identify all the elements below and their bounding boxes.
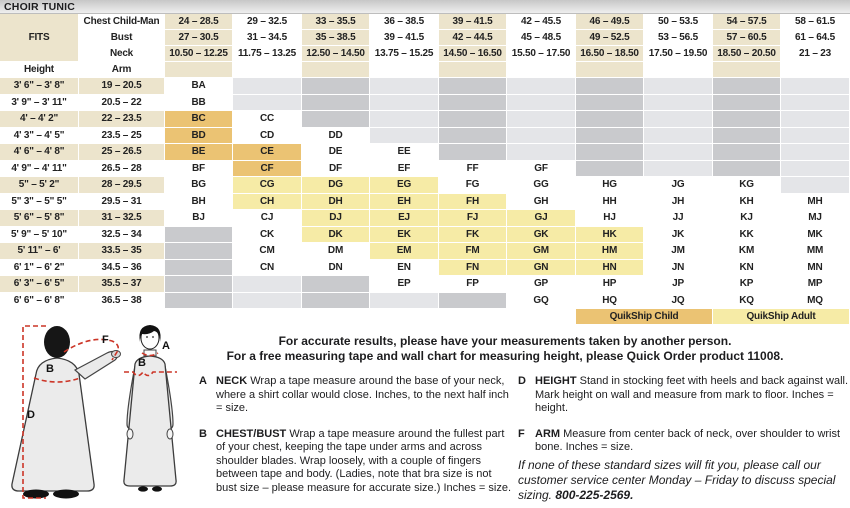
phone-number: 800-225-2569. xyxy=(555,488,634,502)
size-code-cell: MK xyxy=(781,227,850,244)
figure-label-a: A xyxy=(162,340,170,352)
instruction-letter: B xyxy=(199,427,207,440)
blank-header-cell xyxy=(302,62,370,78)
range-cell: 49 – 52.5 xyxy=(576,30,644,46)
range-cell: 57 – 60.5 xyxy=(713,30,781,46)
size-code-cell: DM xyxy=(302,243,370,260)
range-cell: 12.50 – 14.50 xyxy=(302,46,370,62)
empty-cell xyxy=(439,128,507,145)
size-code-cell: MP xyxy=(781,276,850,293)
size-code-cell: DF xyxy=(302,161,370,178)
blank-header-cell xyxy=(439,62,507,78)
range-cell: 21 – 23 xyxy=(781,46,850,62)
size-code-cell: BA xyxy=(165,78,233,95)
size-code-cell: JH xyxy=(644,194,713,211)
range-cell: 16.50 – 18.50 xyxy=(576,46,644,62)
size-code-cell: FF xyxy=(439,161,507,178)
size-code-cell: KP xyxy=(713,276,781,293)
empty-cell xyxy=(302,293,370,310)
range-cell: 42 – 45.5 xyxy=(507,14,576,30)
size-code-cell: MN xyxy=(781,260,850,277)
measure-row-label: Chest Child-Man xyxy=(79,14,165,30)
empty-cell xyxy=(644,78,713,95)
empty-cell xyxy=(781,144,850,161)
height-cell: 4' – 4' 2" xyxy=(0,111,79,128)
instructions-right xyxy=(518,375,850,467)
blank-header-cell xyxy=(576,62,644,78)
empty-cell xyxy=(439,95,507,112)
instruction-d xyxy=(518,375,850,416)
size-code-cell: JN xyxy=(644,260,713,277)
size-code-cell: BE xyxy=(165,144,233,161)
size-code-cell: GF xyxy=(507,161,576,178)
height-column-header: Height xyxy=(0,62,79,78)
range-cell: 31 – 34.5 xyxy=(233,30,302,46)
size-code-cell: MQ xyxy=(781,293,850,310)
height-cell: 5' 6" – 5' 8" xyxy=(0,210,79,227)
size-code-cell: CN xyxy=(233,260,302,277)
range-cell: 10.50 – 12.25 xyxy=(165,46,233,62)
legend-spacer xyxy=(439,309,507,325)
size-code-cell: FK xyxy=(439,227,507,244)
empty-cell xyxy=(576,95,644,112)
range-cell: 58 – 61.5 xyxy=(781,14,850,30)
range-cell: 54 – 57.5 xyxy=(713,14,781,30)
size-code-cell: GP xyxy=(507,276,576,293)
range-cell: 17.50 – 19.50 xyxy=(644,46,713,62)
size-code-cell: KM xyxy=(713,243,781,260)
instruction-text: ARM Measure from center back of neck, over shoulder to wrist bone. Inches = size. xyxy=(535,427,841,453)
empty-cell xyxy=(644,128,713,145)
size-code-cell: DE xyxy=(302,144,370,161)
size-code-cell: CC xyxy=(233,111,302,128)
empty-cell xyxy=(302,276,370,293)
size-code-cell: EG xyxy=(370,177,439,194)
size-code-cell: GH xyxy=(507,194,576,211)
range-cell: 29 – 32.5 xyxy=(233,14,302,30)
size-code-cell: JK xyxy=(644,227,713,244)
size-code-cell: JQ xyxy=(644,293,713,310)
range-cell: 46 – 49.5 xyxy=(576,14,644,30)
instruction-b xyxy=(199,428,513,496)
size-code-cell: BB xyxy=(165,95,233,112)
page-title-text: CHOIR TUNIC xyxy=(4,1,76,13)
height-cell: 3' 9" – 3' 11" xyxy=(0,95,79,112)
size-code-cell: GK xyxy=(507,227,576,244)
figure-label-f: F xyxy=(102,334,109,346)
arm-cell: 19 – 20.5 xyxy=(79,78,165,95)
height-cell: 6' 1" – 6' 2" xyxy=(0,260,79,277)
empty-cell xyxy=(713,111,781,128)
range-cell: 53 – 56.5 xyxy=(644,30,713,46)
size-code-cell: HN xyxy=(576,260,644,277)
range-cell: 39 – 41.5 xyxy=(439,14,507,30)
height-cell: 5" – 5' 2" xyxy=(0,177,79,194)
empty-cell xyxy=(370,293,439,310)
size-code-cell: GG xyxy=(507,177,576,194)
height-cell: 3' 6" – 3' 8" xyxy=(0,78,79,95)
size-code-cell: DN xyxy=(302,260,370,277)
size-code-cell: BF xyxy=(165,161,233,178)
empty-cell xyxy=(781,111,850,128)
empty-cell xyxy=(233,276,302,293)
size-code-cell: HJ xyxy=(576,210,644,227)
empty-cell xyxy=(644,161,713,178)
quikship-child-legend: QuikShip Child xyxy=(576,309,713,325)
instruction-text: HEIGHT Stand in stocking feet with heels and back against wall. Mark height on wall and measure from mark to floor. Inches = height. xyxy=(535,375,849,414)
size-code-cell: HG xyxy=(576,177,644,194)
range-cell: 50 – 53.5 xyxy=(644,14,713,30)
arm-cell: 25 – 26.5 xyxy=(79,144,165,161)
empty-cell xyxy=(507,78,576,95)
size-code-cell: CE xyxy=(233,144,302,161)
size-code-cell: CK xyxy=(233,227,302,244)
empty-cell xyxy=(713,78,781,95)
size-code-cell: BD xyxy=(165,128,233,145)
size-code-cell: BC xyxy=(165,111,233,128)
accuracy-note-line1: For accurate results, please have your measurements taken by another person. xyxy=(278,334,732,348)
range-cell: 13.75 – 15.25 xyxy=(370,46,439,62)
instructions-left xyxy=(199,375,513,507)
figure-label-d: D xyxy=(27,409,35,421)
empty-cell xyxy=(781,177,850,194)
empty-cell xyxy=(165,227,233,244)
size-code-cell: KH xyxy=(713,194,781,211)
blank-header-cell xyxy=(370,62,439,78)
arm-cell: 31 – 32.5 xyxy=(79,210,165,227)
height-cell: 5' 11" – 6' xyxy=(0,243,79,260)
size-code-cell: GN xyxy=(507,260,576,277)
empty-cell xyxy=(644,95,713,112)
size-code-cell: EN xyxy=(370,260,439,277)
range-cell: 36 – 38.5 xyxy=(370,14,439,30)
size-code-cell: HM xyxy=(576,243,644,260)
arm-cell: 28 – 29.5 xyxy=(79,177,165,194)
size-code-cell: DG xyxy=(302,177,370,194)
blank-header-cell xyxy=(713,62,781,78)
arm-cell: 33.5 – 35 xyxy=(79,243,165,260)
size-code-cell: MJ xyxy=(781,210,850,227)
range-cell: 42 – 44.5 xyxy=(439,30,507,46)
empty-cell xyxy=(233,293,302,310)
size-code-cell: EP xyxy=(370,276,439,293)
size-table xyxy=(0,14,850,325)
instruction-letter: D xyxy=(518,375,526,387)
empty-cell xyxy=(713,95,781,112)
arm-cell: 22 – 23.5 xyxy=(79,111,165,128)
empty-cell xyxy=(507,144,576,161)
empty-cell xyxy=(713,128,781,145)
empty-cell xyxy=(781,161,850,178)
size-code-cell: EK xyxy=(370,227,439,244)
empty-cell xyxy=(370,78,439,95)
size-code-cell: DH xyxy=(302,194,370,211)
arm-column-header: Arm xyxy=(79,62,165,78)
empty-cell xyxy=(507,95,576,112)
empty-cell xyxy=(302,95,370,112)
arm-cell: 36.5 – 38 xyxy=(79,293,165,310)
empty-cell xyxy=(233,95,302,112)
size-code-cell: KQ xyxy=(713,293,781,310)
height-cell: 4' 3" – 4' 5" xyxy=(0,128,79,145)
height-cell: 6' 3" – 6' 5" xyxy=(0,276,79,293)
empty-cell xyxy=(576,111,644,128)
size-code-cell: GJ xyxy=(507,210,576,227)
size-code-cell: KG xyxy=(713,177,781,194)
empty-cell xyxy=(644,111,713,128)
size-code-cell: BH xyxy=(165,194,233,211)
quikship-adult-legend: QuikShip Adult xyxy=(713,309,850,325)
arm-cell: 20.5 – 22 xyxy=(79,95,165,112)
empty-cell xyxy=(644,144,713,161)
range-cell: 11.75 – 13.25 xyxy=(233,46,302,62)
blank-header-cell xyxy=(644,62,713,78)
blank-header-cell xyxy=(781,62,850,78)
instruction-letter: A xyxy=(199,375,207,387)
size-code-cell: CF xyxy=(233,161,302,178)
size-code-cell: HH xyxy=(576,194,644,211)
empty-cell xyxy=(302,111,370,128)
size-code-cell: CG xyxy=(233,177,302,194)
accuracy-note-line2: For a free measuring tape and wall chart for measuring height, please Quick Order product 11008. xyxy=(226,349,784,363)
size-code-cell: FG xyxy=(439,177,507,194)
legend-spacer xyxy=(507,309,576,325)
instruction-text: CHEST/BUST Wrap a tape measure around the fullest part of your chest, keeping the tape under arms and across shoulder blades. Wrap loosely, with a couple of fingers between tape and body. (Ladies, note that bra size is not bust size – please measure for accurate size.) Inches = size. xyxy=(216,427,512,494)
size-code-cell: KN xyxy=(713,260,781,277)
figure-label-b-front: B xyxy=(138,357,146,369)
empty-cell xyxy=(781,95,850,112)
empty-cell xyxy=(576,144,644,161)
range-cell: 45 – 48.5 xyxy=(507,30,576,46)
size-code-cell: JG xyxy=(644,177,713,194)
empty-cell xyxy=(439,78,507,95)
blank-header-cell xyxy=(165,62,233,78)
special-sizing-text: If none of these standard sizes will fit you, please call our customer service center Monday – Friday to discuss special sizing. xyxy=(518,458,836,502)
range-cell: 14.50 – 16.50 xyxy=(439,46,507,62)
arm-cell: 29.5 – 31 xyxy=(79,194,165,211)
empty-cell xyxy=(165,243,233,260)
range-cell: 18.50 – 20.50 xyxy=(713,46,781,62)
range-cell: 15.50 – 17.50 xyxy=(507,46,576,62)
size-code-cell: CM xyxy=(233,243,302,260)
arm-cell: 23.5 – 25 xyxy=(79,128,165,145)
figure-label-b-back: B xyxy=(46,363,54,375)
empty-cell xyxy=(370,111,439,128)
size-code-cell: GQ xyxy=(507,293,576,310)
size-code-cell: HP xyxy=(576,276,644,293)
empty-cell xyxy=(302,78,370,95)
measure-row-label: Bust xyxy=(79,30,165,46)
size-code-cell: HK xyxy=(576,227,644,244)
range-cell: 27 – 30.5 xyxy=(165,30,233,46)
size-code-cell: HQ xyxy=(576,293,644,310)
size-code-cell: BJ xyxy=(165,210,233,227)
size-code-cell: JM xyxy=(644,243,713,260)
empty-cell xyxy=(713,161,781,178)
height-cell: 5' 9" – 5' 10" xyxy=(0,227,79,244)
instruction-f xyxy=(518,428,850,455)
size-code-cell: JJ xyxy=(644,210,713,227)
size-code-cell: FP xyxy=(439,276,507,293)
height-cell: 6' 6" – 6' 8" xyxy=(0,293,79,310)
range-cell: 24 – 28.5 xyxy=(165,14,233,30)
legend-spacer xyxy=(302,309,370,325)
legend-spacer xyxy=(370,309,439,325)
blank-header-cell xyxy=(233,62,302,78)
instruction-letter: F xyxy=(518,427,525,440)
measure-row-label: Neck xyxy=(79,46,165,62)
size-code-cell: MH xyxy=(781,194,850,211)
size-code-cell: JP xyxy=(644,276,713,293)
size-code-cell: KK xyxy=(713,227,781,244)
range-cell: 33 – 35.5 xyxy=(302,14,370,30)
empty-cell xyxy=(713,144,781,161)
size-code-cell: CD xyxy=(233,128,302,145)
size-code-cell: MM xyxy=(781,243,850,260)
arm-cell: 26.5 – 28 xyxy=(79,161,165,178)
head-back-view xyxy=(44,326,70,358)
size-code-cell: FJ xyxy=(439,210,507,227)
arm-cell: 35.5 – 37 xyxy=(79,276,165,293)
size-code-cell: FH xyxy=(439,194,507,211)
special-sizing-note xyxy=(518,458,850,503)
accuracy-note xyxy=(160,334,850,364)
size-code-cell: BG xyxy=(165,177,233,194)
empty-cell xyxy=(507,111,576,128)
empty-cell xyxy=(576,128,644,145)
range-cell: 61 – 64.5 xyxy=(781,30,850,46)
empty-cell xyxy=(576,78,644,95)
arm-cell: 32.5 – 34 xyxy=(79,227,165,244)
size-code-cell: EM xyxy=(370,243,439,260)
arm-cell: 34.5 – 36 xyxy=(79,260,165,277)
empty-cell xyxy=(781,128,850,145)
size-code-cell: GM xyxy=(507,243,576,260)
empty-cell xyxy=(439,293,507,310)
empty-cell xyxy=(165,260,233,277)
size-code-cell: DJ xyxy=(302,210,370,227)
empty-cell xyxy=(439,144,507,161)
page-title xyxy=(0,0,850,14)
size-code-cell: EF xyxy=(370,161,439,178)
size-code-cell: DD xyxy=(302,128,370,145)
empty-cell xyxy=(370,128,439,145)
instruction-text: NECK Wrap a tape measure around the base of your neck, where a shirt collar would close. Inches, to the next half inch = size. xyxy=(216,375,509,414)
size-code-cell: CH xyxy=(233,194,302,211)
empty-cell xyxy=(507,128,576,145)
size-code-cell: EH xyxy=(370,194,439,211)
height-cell: 4' 6" – 4' 8" xyxy=(0,144,79,161)
instruction-a xyxy=(199,375,513,416)
empty-cell xyxy=(233,78,302,95)
range-cell: 39 – 41.5 xyxy=(370,30,439,46)
empty-cell xyxy=(781,78,850,95)
size-code-cell: FN xyxy=(439,260,507,277)
size-code-cell: CJ xyxy=(233,210,302,227)
empty-cell xyxy=(439,111,507,128)
range-cell: 35 – 38.5 xyxy=(302,30,370,46)
empty-cell xyxy=(165,293,233,310)
blank-header-cell xyxy=(507,62,576,78)
height-cell: 4' 9" – 4' 11" xyxy=(0,161,79,178)
size-code-cell: DK xyxy=(302,227,370,244)
fits-label: FITS xyxy=(0,14,79,62)
size-code-cell: EE xyxy=(370,144,439,161)
empty-cell xyxy=(165,276,233,293)
legend-spacer xyxy=(233,309,302,325)
height-cell: 5" 3" – 5" 5" xyxy=(0,194,79,211)
empty-cell xyxy=(576,161,644,178)
size-code-cell: FM xyxy=(439,243,507,260)
size-code-cell: EJ xyxy=(370,210,439,227)
empty-cell xyxy=(370,95,439,112)
size-code-cell: KJ xyxy=(713,210,781,227)
